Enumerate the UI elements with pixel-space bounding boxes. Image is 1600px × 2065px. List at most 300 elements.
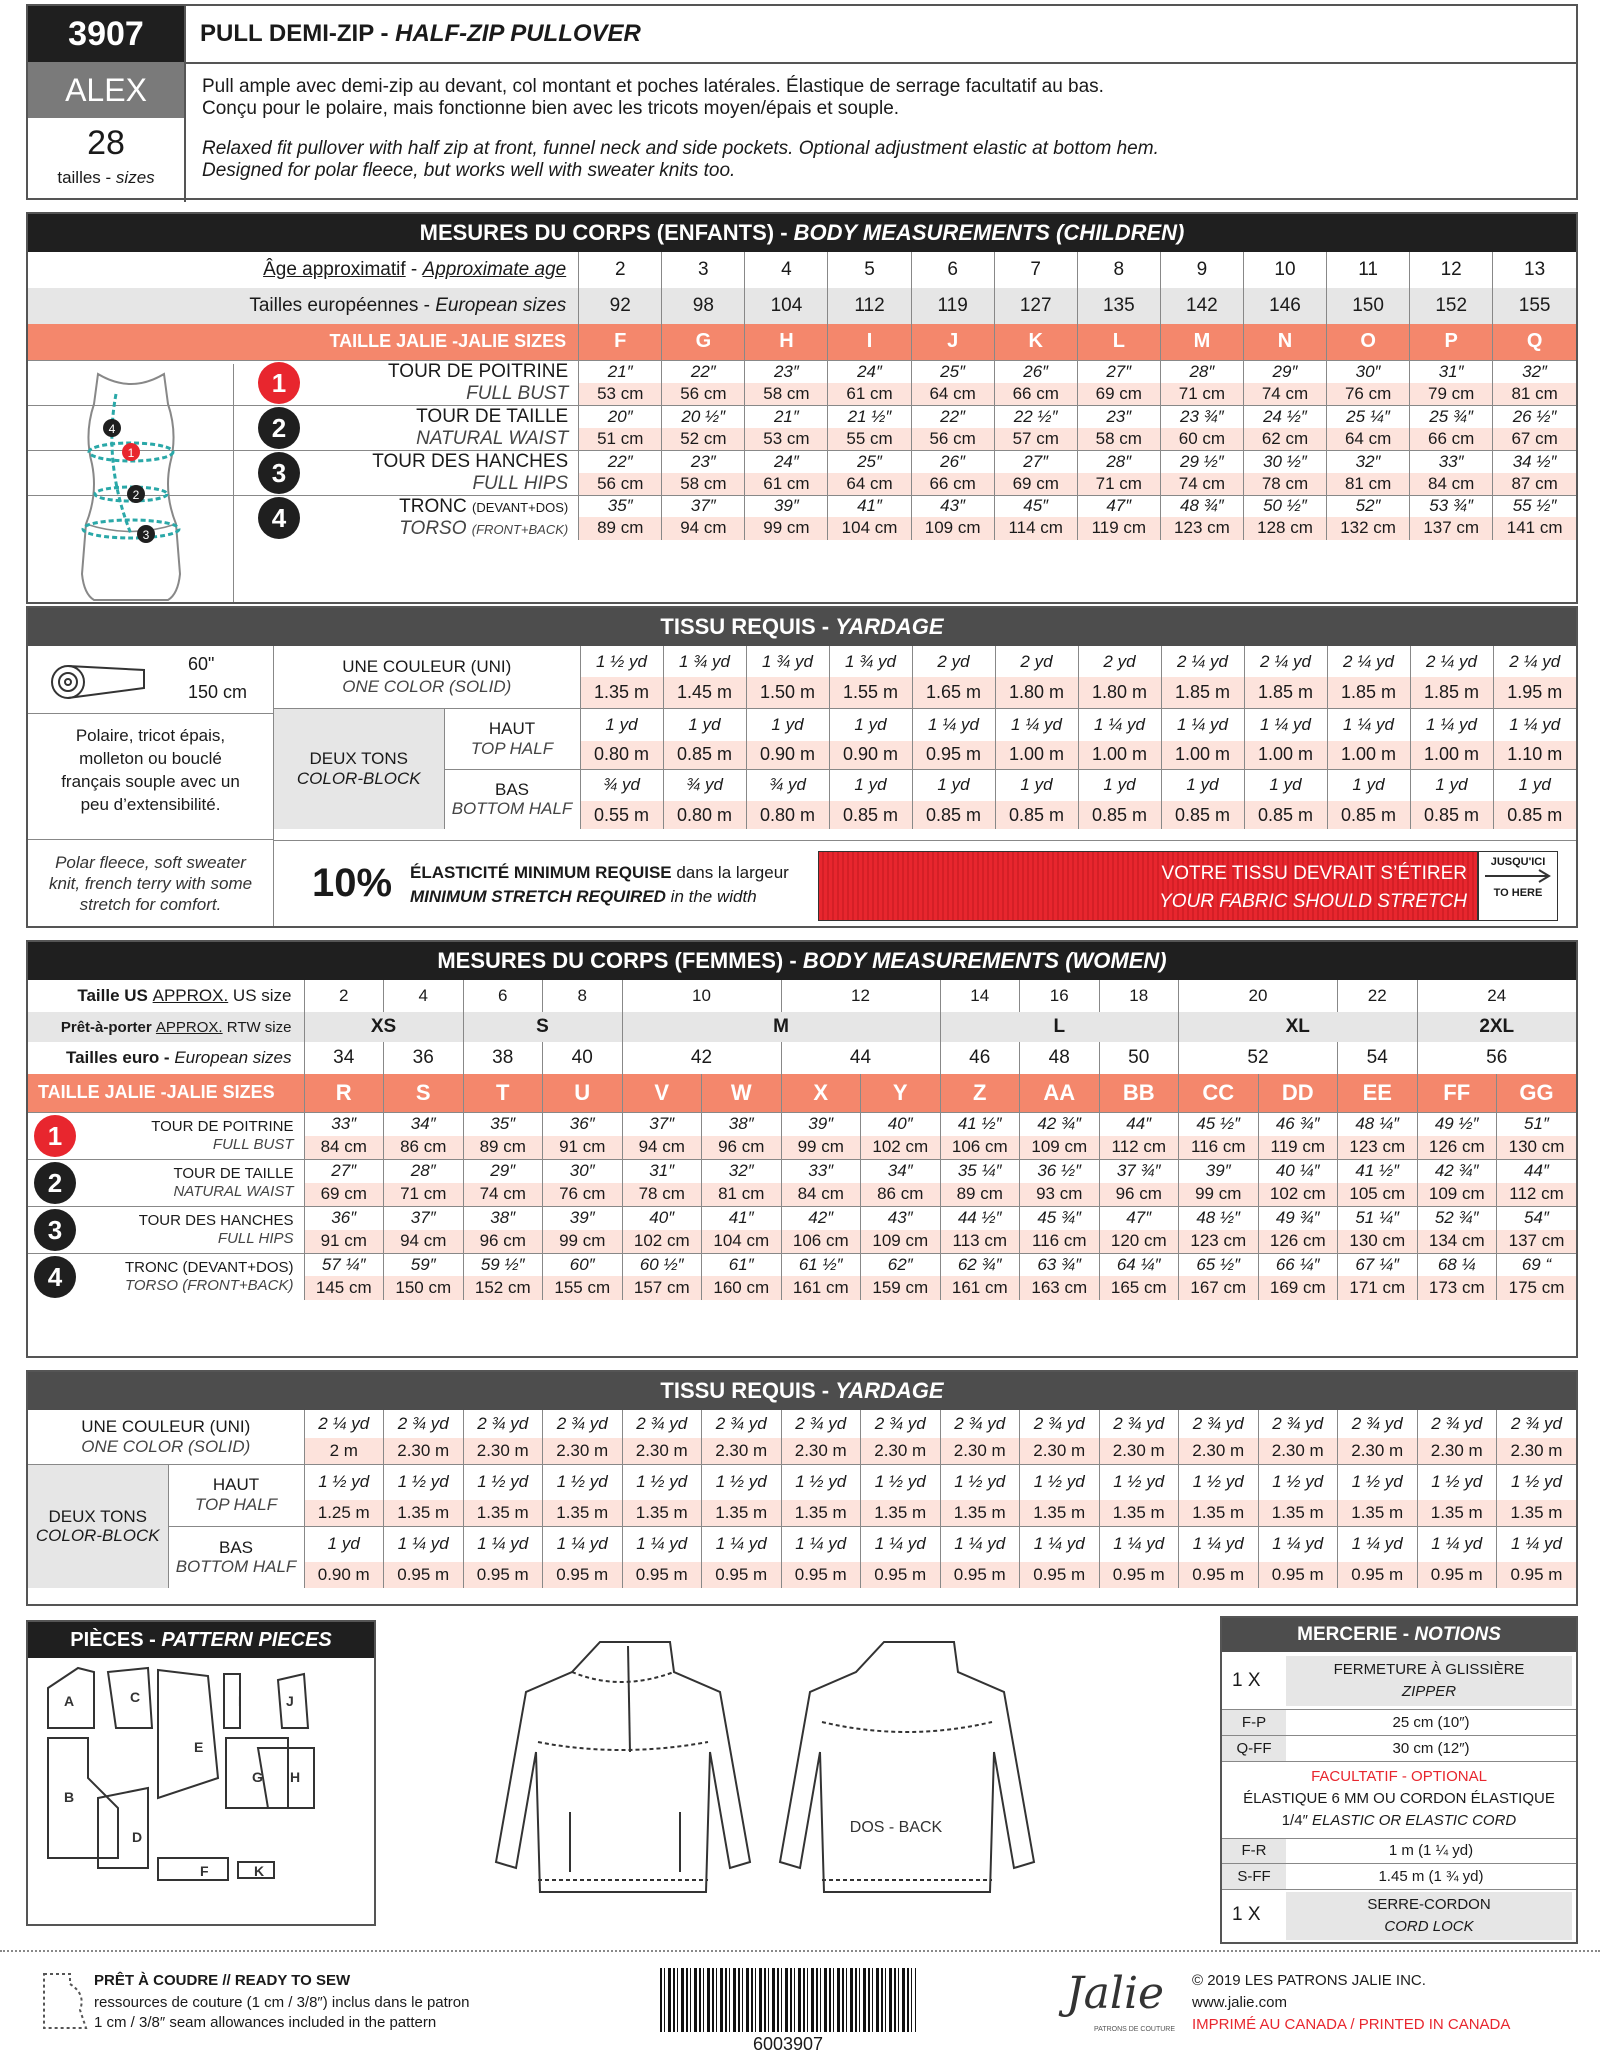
yardage-m-cell: 0.95 m	[702, 1562, 782, 1588]
yardage-yd-cell: 2 ¼ yd	[1493, 646, 1576, 677]
jalie-row: TAILLE JALIE -JALIE SIZES F G H I J K L M N O P Q	[28, 324, 1576, 360]
yardage-yd-cell: 1 yd	[1161, 769, 1244, 801]
inch-cell: 32″	[1327, 450, 1410, 473]
zip-size-1: F-P	[1222, 1710, 1286, 1735]
jalie-size-cell: J	[911, 324, 994, 360]
yardage-m-cell: 0.90 m	[304, 1562, 384, 1588]
yardage-m-cell: 1.35 m	[1099, 1500, 1179, 1526]
inch-cell: 33″	[1410, 450, 1493, 473]
inch-cell: 31″	[622, 1159, 702, 1183]
jalie-size-cell: CC	[1179, 1074, 1259, 1112]
age-cell: 2	[579, 252, 662, 288]
cm-cell: 99 cm	[543, 1230, 623, 1254]
cm-cell: 66 cm	[994, 383, 1077, 406]
yardage-yd-cell: 1 ½ yd	[1497, 1464, 1577, 1500]
cm-cell: 62 cm	[1243, 428, 1326, 451]
yardage-yd-cell: 1 ¾ yd	[829, 646, 912, 677]
cm-cell: 113 cm	[940, 1230, 1020, 1254]
solid-label: UNE COULEUR (UNI)	[342, 657, 512, 677]
measure-row: 2 TOUR DE TAILLE NATURAL WAIST 20″ 20 ½″ 21″ 21 ½″ 22″ 22 ½″ 23″ 23 ¾″ 24 ½″ 25 ¼″ 25 ¾″ 26 ½″	[28, 405, 1576, 428]
inch-cell: 25″	[828, 450, 911, 473]
us-size-cell: 2	[304, 980, 384, 1012]
pattern-number: 3907	[28, 6, 184, 62]
yardage-yd-cell: 2 ¾ yd	[1338, 1410, 1418, 1438]
cm-cell: 109 cm	[861, 1230, 941, 1254]
yardage-m-cell: 2.30 m	[702, 1438, 782, 1464]
jalie-size-cell: FF	[1417, 1074, 1497, 1112]
measure-row: 1 TOUR DE POITRINE FULL BUST 33″ 34″ 35″ 36″ 37″ 38″ 39″ 40″ 41 ½″ 42 ¾″ 44″ 45 ½″ 46 ¾″ 48 ¼″ 49 ½″ 51″	[28, 1112, 1576, 1136]
description-en: Relaxed fit pullover with half zip at front, funnel neck and side pockets. Optional adjustment elastic at bottom hem. Designed for polar fleece, but works well with sweater knits too.	[202, 138, 1159, 181]
yardage-m-cell: 1.55 m	[829, 677, 912, 708]
piece-letter-e: E	[194, 1739, 204, 1755]
cm-cell: 51 cm	[579, 428, 662, 451]
cm-cell: 141 cm	[1493, 517, 1576, 539]
inch-cell: 43″	[911, 495, 994, 517]
seam-allowance-fr: ressources de couture (1 cm / 3/8″) inclus dans le patron	[94, 1994, 470, 2011]
yardage-m-cell: 0.85 m	[1244, 801, 1327, 829]
cm-cell: 116 cm	[1179, 1136, 1259, 1160]
inch-cell: 37 ¾″	[1099, 1159, 1179, 1183]
stretch-bar-en: YOUR FABRIC SHOULD STRETCH	[1159, 891, 1467, 912]
colorblock-label-en: COLOR-BLOCK	[296, 768, 421, 788]
yardage-yd-cell: 1 ¼ yd	[940, 1526, 1020, 1562]
cm-cell: 123 cm	[1338, 1136, 1418, 1160]
inch-cell: 55 ½″	[1493, 495, 1576, 517]
women-title: MESURES DU CORPS (FEMMES) - BODY MEASUREMENTS (WOMEN)	[28, 942, 1576, 980]
us-size-cell: 14	[940, 980, 1020, 1012]
inch-cell: 60″	[543, 1253, 623, 1276]
inch-cell: 50 ½″	[1243, 495, 1326, 517]
inch-cell: 22″	[911, 405, 994, 428]
cm-cell: 175 cm	[1497, 1276, 1577, 1299]
inch-cell: 23 ¾″	[1160, 405, 1243, 428]
yardage-m-cell: 0.85 m	[1327, 801, 1410, 829]
eu-size-cell: 54	[1338, 1042, 1418, 1074]
inch-cell: 59″	[384, 1253, 464, 1276]
yardage-m-cell: 1.35 m	[543, 1500, 623, 1526]
inch-cell: 52 ¾″	[1417, 1206, 1497, 1230]
cm-cell: 78 cm	[622, 1183, 702, 1207]
yardage-yd-cell: 1 ¾ yd	[746, 646, 829, 677]
cordlock-label: SERRE-CORDON	[1367, 1896, 1491, 1913]
yardage-yd-cell: 1 ½ yd	[781, 1464, 861, 1500]
fabric-width	[28, 646, 274, 714]
yardage-yd-cell: 1 ½ yd	[543, 1464, 623, 1500]
yardage-m-cell: 1.80 m	[1078, 677, 1161, 708]
jalie-size-cell: K	[994, 324, 1077, 360]
inch-cell: 34 ½″	[1493, 450, 1576, 473]
yardage-yd-cell: 2 ¼ yd	[304, 1410, 384, 1438]
cm-cell: 81 cm	[1493, 383, 1576, 406]
yardage-yd-cell: 1 ¼ yd	[1161, 708, 1244, 741]
women-table	[28, 980, 1576, 1300]
yardage-yd-cell: 1 yd	[912, 769, 995, 801]
us-size-cell: 6	[463, 980, 543, 1012]
inch-cell: 44″	[1497, 1159, 1577, 1183]
website-link[interactable]: www.jalie.com	[1192, 1994, 1288, 2011]
cm-cell: 74 cm	[1160, 473, 1243, 496]
inch-cell: 20″	[579, 405, 662, 428]
cm-cell: 84 cm	[1410, 473, 1493, 496]
body-figure-icon	[28, 364, 234, 602]
yardage-yd-cell: 2 ¾ yd	[463, 1410, 543, 1438]
yardage-yd-cell: 1 ¼ yd	[1179, 1526, 1259, 1562]
yardage-m-cell: 0.95 m	[1258, 1562, 1338, 1588]
age-label: Âge approximatif	[263, 259, 406, 280]
arrow-right-icon	[1481, 868, 1555, 884]
cm-cell: 171 cm	[1338, 1276, 1418, 1299]
cm-cell: 137 cm	[1410, 517, 1493, 539]
piece-letter-f: F	[200, 1863, 209, 1879]
yardage-yd-cell: 1 yd	[829, 769, 912, 801]
children-yardage-table: UNE COULEUR (UNI) ONE COLOR (SOLID) 1 ½ yd 1 ¾ yd 1 ¾ yd 1 ¾ yd 2 yd 2 yd 2 yd 2 ¼ yd 2 ¼ yd 2 ¼ yd 2 ¼ yd 2 ¼ yd 1.35 m 1.45 m 1.50 m 1.55 m 1.65 m 1.80 m 1.80 m 1.85 m 1.85 m 1.85 m 1.85 m 1.95 m DEUX TONS COLOR-BLOCK HAUT TOP HALF 1 yd 1 yd 1 yd 1 yd 1 ¼ yd 1 ¼ yd 1 ¼ yd 1 ¼ yd 1 ¼ yd 1 ¼ yd 1 ¼ yd 1 ¼ yd 0.80 m 0.85 m 0.90 m 0.90 m 0.95 m 1.00 m 1.00 m 1.00 m 1.00 m 1.00 m 1.00 m 1.10 m BAS BOTTOM HALF ¾ yd ¾ yd ¾ yd 1 yd 1 yd 1 yd 1 yd 1 yd 1 yd 1 yd 1 yd 1 yd 0.55 m 0.80 m 0.80 m 0.85 m 0.85 m 0.85 m 0.85 m 0.85 m 0.85 m 0.85 m 0.85 m 0.85 m	[274, 646, 1576, 829]
cm-cell: 53 cm	[745, 428, 828, 451]
yardage-yd-cell: 1 yd	[1327, 769, 1410, 801]
inch-cell: 23″	[745, 360, 828, 383]
age-cell: 3	[662, 252, 745, 288]
seam-allowance-icon	[40, 1970, 90, 2032]
inch-cell: 36″	[304, 1206, 384, 1230]
cm-cell: 64 cm	[828, 473, 911, 496]
yardage-m-cell: 1.85 m	[1161, 677, 1244, 708]
stretch-bar-fr: VOTRE TISSU DEVRAIT S’ÉTIRER	[1161, 863, 1467, 884]
yardage-m-cell: 1.35 m	[384, 1500, 464, 1526]
cm-cell: 93 cm	[1020, 1183, 1100, 1207]
barcode-number: 6003907	[752, 2034, 824, 2054]
inch-cell: 23″	[662, 450, 745, 473]
yardage-m-cell: 2.30 m	[1417, 1438, 1497, 1464]
yardage-m-cell: 1.35 m	[940, 1500, 1020, 1526]
zipper-label-en: ZIPPER	[1401, 1683, 1457, 1700]
jalie-logo-sub: PATRONS DE COUTURE	[1094, 2026, 1176, 2033]
yardage-m-cell: 1.35 m	[1417, 1500, 1497, 1526]
piece-letter-k: K	[254, 1863, 265, 1879]
inch-cell: 38″	[463, 1206, 543, 1230]
inch-cell: 44″	[1099, 1112, 1179, 1136]
women-measurements	[26, 940, 1578, 1358]
cm-cell: 123 cm	[1160, 517, 1243, 539]
inch-cell: 24″	[745, 450, 828, 473]
yardage-m-cell: 2.30 m	[1179, 1438, 1259, 1464]
cm-cell: 84 cm	[304, 1136, 384, 1160]
children-yardage-title: TISSU REQUIS - YARDAGE	[28, 608, 1576, 646]
jalie-size-cell: R	[304, 1074, 384, 1112]
yardage-m-cell: 0.95 m	[1020, 1562, 1100, 1588]
cm-cell: 104 cm	[702, 1230, 782, 1254]
inch-cell: 40″	[622, 1206, 702, 1230]
us-size-cell: 18	[1099, 980, 1179, 1012]
cm-cell: 89 cm	[579, 517, 662, 539]
yardage-yd-cell: 1 yd	[304, 1526, 384, 1562]
yardage-yd-cell: 1 ¼ yd	[1417, 1526, 1497, 1562]
printed-in: IMPRIMÉ AU CANADA / PRINTED IN CANADA	[1192, 2016, 1511, 2033]
yardage-yd-cell: 1 ¼ yd	[1338, 1526, 1418, 1562]
cm-cell: 126 cm	[1258, 1230, 1338, 1254]
cm-cell: 56 cm	[911, 428, 994, 451]
back-label: DOS - BACK	[849, 1819, 943, 1836]
inch-cell: 57 ¼″	[304, 1253, 384, 1276]
children-title: MESURES DU CORPS (ENFANTS) - BODY MEASUREMENTS (CHILDREN)	[28, 214, 1576, 252]
solid-label-en: ONE COLOR (SOLID)	[81, 1436, 251, 1456]
yardage-yd-cell: 1 yd	[829, 708, 912, 741]
yardage-yd-cell: 1 ½ yd	[1020, 1464, 1100, 1500]
cm-cell: 58 cm	[662, 473, 745, 496]
inch-cell: 37″	[622, 1112, 702, 1136]
inch-cell: 59 ½″	[463, 1253, 543, 1276]
yardage-m-cell: 1.35 m	[463, 1500, 543, 1526]
yardage-yd-cell: 1 ½ yd	[1338, 1464, 1418, 1500]
cm-cell: 69 cm	[1077, 383, 1160, 406]
jalie-size-cell: Z	[940, 1074, 1020, 1112]
jalie-size-cell: G	[662, 324, 745, 360]
cm-cell: 74 cm	[1243, 383, 1326, 406]
yardage-yd-cell: 2 ¾ yd	[940, 1410, 1020, 1438]
age-row: Âge approximatif - Approximate age 2 3 4 5 6 7 8 9 10 11 12 13	[28, 252, 1576, 288]
inch-cell: 24 ½″	[1243, 405, 1326, 428]
inch-cell: 68 ¼	[1417, 1253, 1497, 1276]
cm-cell: 76 cm	[543, 1183, 623, 1207]
yardage-yd-cell: 2 ¼ yd	[1244, 646, 1327, 677]
yardage-yd-cell: 2 ¾ yd	[702, 1410, 782, 1438]
cm-cell: 67 cm	[1493, 428, 1576, 451]
yardage-m-cell: 1.85 m	[1327, 677, 1410, 708]
yardage-yd-cell: 1 yd	[663, 708, 746, 741]
inch-cell: 42″	[781, 1206, 861, 1230]
yardage-m-cell: 1.95 m	[1493, 677, 1576, 708]
eu-size-cell: 42	[622, 1042, 781, 1074]
eu-size-cell: 152	[1410, 288, 1493, 324]
cm-cell: 84 cm	[781, 1183, 861, 1207]
age-cell: 8	[1077, 252, 1160, 288]
jalie-row: TAILLE JALIE -JALIE SIZES R S T U V W X Y Z AA BB CC DD EE FF GG	[28, 1074, 1576, 1112]
colorblock-label: DEUX TONS	[309, 749, 409, 769]
age-label-en: Approximate age	[422, 259, 567, 280]
pieces-title: PIÈCES - PATTERN PIECES	[28, 1622, 374, 1658]
us-size-row: Taille US APPROX. US size 2 4 6 8 10 12 14 16 18 20 22 24	[28, 980, 1576, 1012]
inch-cell: 41 ½″	[1338, 1159, 1418, 1183]
yardage-yd-cell: 2 ¼ yd	[1161, 646, 1244, 677]
cm-cell: 104 cm	[828, 517, 911, 539]
inch-cell: 41″	[828, 495, 911, 517]
yardage-m-cell: 1.45 m	[663, 677, 746, 708]
fabric-width-cm: 150 cm	[188, 682, 248, 702]
yardage-yd-cell: 1 ½ yd	[861, 1464, 941, 1500]
cm-cell: 91 cm	[543, 1136, 623, 1160]
cm-cell: 106 cm	[781, 1230, 861, 1254]
yardage-m-cell: 0.95 m	[781, 1562, 861, 1588]
yardage-yd-cell: 2 ¾ yd	[1099, 1410, 1179, 1438]
yardage-yd-cell: 2 ¼ yd	[1410, 646, 1493, 677]
measure-number-icon: 4	[34, 1256, 76, 1298]
yardage-yd-cell: ¾ yd	[746, 769, 829, 801]
inch-cell: 63 ¾″	[1020, 1253, 1100, 1276]
cm-cell: 99 cm	[781, 1136, 861, 1160]
fabric-width-in: 60"	[188, 654, 215, 674]
notions-title: MERCERIE - NOTIONS	[1222, 1618, 1576, 1652]
yardage-yd-cell: 1 ¾ yd	[663, 646, 746, 677]
cm-cell: 150 cm	[384, 1276, 464, 1299]
rtw-size-cell: L	[940, 1012, 1179, 1042]
yardage-yd-cell: 1 ¼ yd	[1410, 708, 1493, 741]
yardage-yd-cell: 1 ¼ yd	[1258, 1526, 1338, 1562]
yardage-yd-cell: 1 ½ yd	[1099, 1464, 1179, 1500]
yardage-m-cell: 2.30 m	[1497, 1438, 1577, 1464]
yardage-yd-cell: 1 yd	[1410, 769, 1493, 801]
age-cell: 4	[745, 252, 828, 288]
cm-cell: 157 cm	[622, 1276, 702, 1299]
yardage-m-cell: 2 m	[304, 1438, 384, 1464]
cm-cell: 114 cm	[994, 517, 1077, 539]
inch-cell: 25″	[911, 360, 994, 383]
yardage-yd-cell: 2 ¾ yd	[622, 1410, 702, 1438]
jalie-size-cell: O	[1327, 324, 1410, 360]
inch-cell: 21″	[579, 360, 662, 383]
age-cell: 12	[1410, 252, 1493, 288]
yardage-yd-cell: 1 yd	[1244, 769, 1327, 801]
yardage-m-cell: 1.35 m	[1497, 1500, 1577, 1526]
inch-cell: 35 ¼″	[940, 1159, 1020, 1183]
inch-cell: 23″	[1077, 405, 1160, 428]
eu-size-cell: 46	[940, 1042, 1020, 1074]
cm-cell: 56 cm	[579, 473, 662, 496]
yardage-yd-cell: 2 ¼ yd	[1327, 646, 1410, 677]
yardage-yd-cell: 1 ½ yd	[384, 1464, 464, 1500]
eu-size-row: Tailles euro - European sizes 34 36 38 40 42 44 46 48 50 52 54 56	[28, 1042, 1576, 1074]
cm-cell: 99 cm	[1179, 1183, 1259, 1207]
cm-cell: 81 cm	[1327, 473, 1410, 496]
cm-cell: 56 cm	[662, 383, 745, 406]
cm-cell: 155 cm	[543, 1276, 623, 1299]
inch-cell: 61 ½″	[781, 1253, 861, 1276]
eu-row: Tailles européennes - European sizes 92 98 104 112 119 127 135 142 146 150 152 155	[28, 288, 1576, 324]
eu-size-cell: 155	[1493, 288, 1576, 324]
women-yardage	[26, 1370, 1578, 1606]
elastic-label: ÉLASTIQUE 6 MM OU CORDON ÉLASTIQUE	[1243, 1790, 1555, 1807]
yardage-m-cell: 0.90 m	[746, 741, 829, 769]
yardage-yd-cell: 2 yd	[912, 646, 995, 677]
eu-size-cell: 104	[745, 288, 828, 324]
zipper-qty: 1 X	[1232, 1670, 1261, 1691]
yardage-yd-cell: 1 yd	[746, 708, 829, 741]
yardage-m-cell: 1.65 m	[912, 677, 995, 708]
jalie-size-cell: DD	[1258, 1074, 1338, 1112]
yardage-m-cell: 0.85 m	[995, 801, 1078, 829]
yardage-yd-cell: 1 ¼ yd	[912, 708, 995, 741]
piece-letter-a: A	[64, 1693, 75, 1709]
cm-cell: 152 cm	[463, 1276, 543, 1299]
fabric-suggestion-fr: Polaire, tricot épais, molleton ou bouclé français souple avec un peu d’extensibilité.	[28, 714, 274, 840]
yardage-yd-cell: 1 ¼ yd	[995, 708, 1078, 741]
yardage-yd-cell: 1 ½ yd	[1417, 1464, 1497, 1500]
age-cell: 7	[994, 252, 1077, 288]
jalie-size-cell: L	[1077, 324, 1160, 360]
measure-number-icon: 2	[34, 1162, 76, 1204]
inch-cell: 29 ½″	[1160, 450, 1243, 473]
yardage-yd-cell: 2 ¾ yd	[384, 1410, 464, 1438]
inch-cell: 69 “	[1497, 1253, 1577, 1276]
inch-cell: 34″	[861, 1159, 941, 1183]
jalie-size-cell: T	[463, 1074, 543, 1112]
cm-cell: 79 cm	[1410, 383, 1493, 406]
cm-cell: 94 cm	[662, 517, 745, 539]
children-measurements	[26, 212, 1578, 604]
inch-cell: 47″	[1077, 495, 1160, 517]
inch-cell: 61″	[702, 1253, 782, 1276]
zipper-label: FERMETURE À GLISSIÈRE	[1333, 1661, 1525, 1678]
yardage-m-cell: 2.30 m	[781, 1438, 861, 1464]
cm-cell: 74 cm	[463, 1183, 543, 1207]
yardage-yd-cell: 1 ½ yd	[463, 1464, 543, 1500]
elastic-label-en: ELASTIC OR ELASTIC CORD	[1307, 1812, 1517, 1829]
jalie-size-cell: BB	[1099, 1074, 1179, 1112]
piece-letter-h: H	[290, 1769, 301, 1785]
inch-cell: 40″	[861, 1112, 941, 1136]
cm-cell: 94 cm	[384, 1230, 464, 1254]
yardage-m-cell: 0.95 m	[1417, 1562, 1497, 1588]
yardage-m-cell: 1.35 m	[1179, 1500, 1259, 1526]
yardage-yd-cell: 1 ¼ yd	[1020, 1526, 1100, 1562]
footer	[0, 1958, 1600, 2065]
yardage-m-cell: 0.95 m	[1099, 1562, 1179, 1588]
pattern-name: ALEX	[28, 62, 184, 118]
cm-cell: 89 cm	[940, 1183, 1020, 1207]
us-size-cell: 24	[1417, 980, 1576, 1012]
yardage-m-cell: 1.35 m	[1020, 1500, 1100, 1526]
inch-cell: 45 ½″	[1179, 1112, 1259, 1136]
cm-cell: 78 cm	[1243, 473, 1326, 496]
rtw-size-cell: S	[463, 1012, 622, 1042]
eu-size-cell: 56	[1417, 1042, 1576, 1074]
measure-number-icon: 1	[34, 1115, 76, 1157]
measure-row: 4 TRONC (DEVANT+DOS) TORSO (FRONT+BACK) 57 ¼″ 59″ 59 ½″ 60″ 60 ½″ 61″ 61 ½″ 62″ 62 ¾″ 63 ¾″ 64 ¼″ 65 ½″ 66 ¼″ 67 ¼″ 68 ¼ 69 “	[28, 1253, 1576, 1276]
yardage-yd-cell: 1 ½ yd	[1258, 1464, 1338, 1500]
yardage-m-cell: 0.95 m	[463, 1562, 543, 1588]
cm-cell: 69 cm	[994, 473, 1077, 496]
cm-cell: 96 cm	[1099, 1183, 1179, 1207]
stretch-percent: 10%	[312, 861, 393, 905]
jalie-size-cell: H	[745, 324, 828, 360]
inch-cell: 28″	[384, 1159, 464, 1183]
inch-cell: 48 ¾″	[1160, 495, 1243, 517]
yardage-yd-cell: 1 ¼ yd	[861, 1526, 941, 1562]
elastic-size-1: F-R	[1222, 1839, 1286, 1863]
rtw-size-cell: 2XL	[1417, 1012, 1576, 1042]
jalie-size-cell: EE	[1338, 1074, 1418, 1112]
inch-cell: 22 ½″	[994, 405, 1077, 428]
cm-cell: 99 cm	[745, 517, 828, 539]
inch-cell: 25 ¾″	[1410, 405, 1493, 428]
jalie-size-cell: W	[702, 1074, 782, 1112]
inch-cell: 42 ¾″	[1020, 1112, 1100, 1136]
cm-cell: 120 cm	[1099, 1230, 1179, 1254]
yardage-yd-cell: 2 ¾ yd	[1417, 1410, 1497, 1438]
cm-cell: 58 cm	[745, 383, 828, 406]
inch-cell: 38″	[702, 1112, 782, 1136]
inch-cell: 20 ½″	[662, 405, 745, 428]
cm-cell: 52 cm	[662, 428, 745, 451]
jalie-size-cell: P	[1410, 324, 1493, 360]
cm-cell: 132 cm	[1327, 517, 1410, 539]
yardage-m-cell: 1.85 m	[1244, 677, 1327, 708]
eu-size-cell: 112	[828, 288, 911, 324]
piece-letter-c: C	[130, 1689, 141, 1705]
eu-size-cell: 36	[384, 1042, 464, 1074]
cm-cell: 163 cm	[1020, 1276, 1100, 1299]
yardage-m-cell: 1.35 m	[861, 1500, 941, 1526]
inch-cell: 45″	[994, 495, 1077, 517]
yardage-m-cell: 2.30 m	[543, 1438, 623, 1464]
cm-cell: 58 cm	[1077, 428, 1160, 451]
